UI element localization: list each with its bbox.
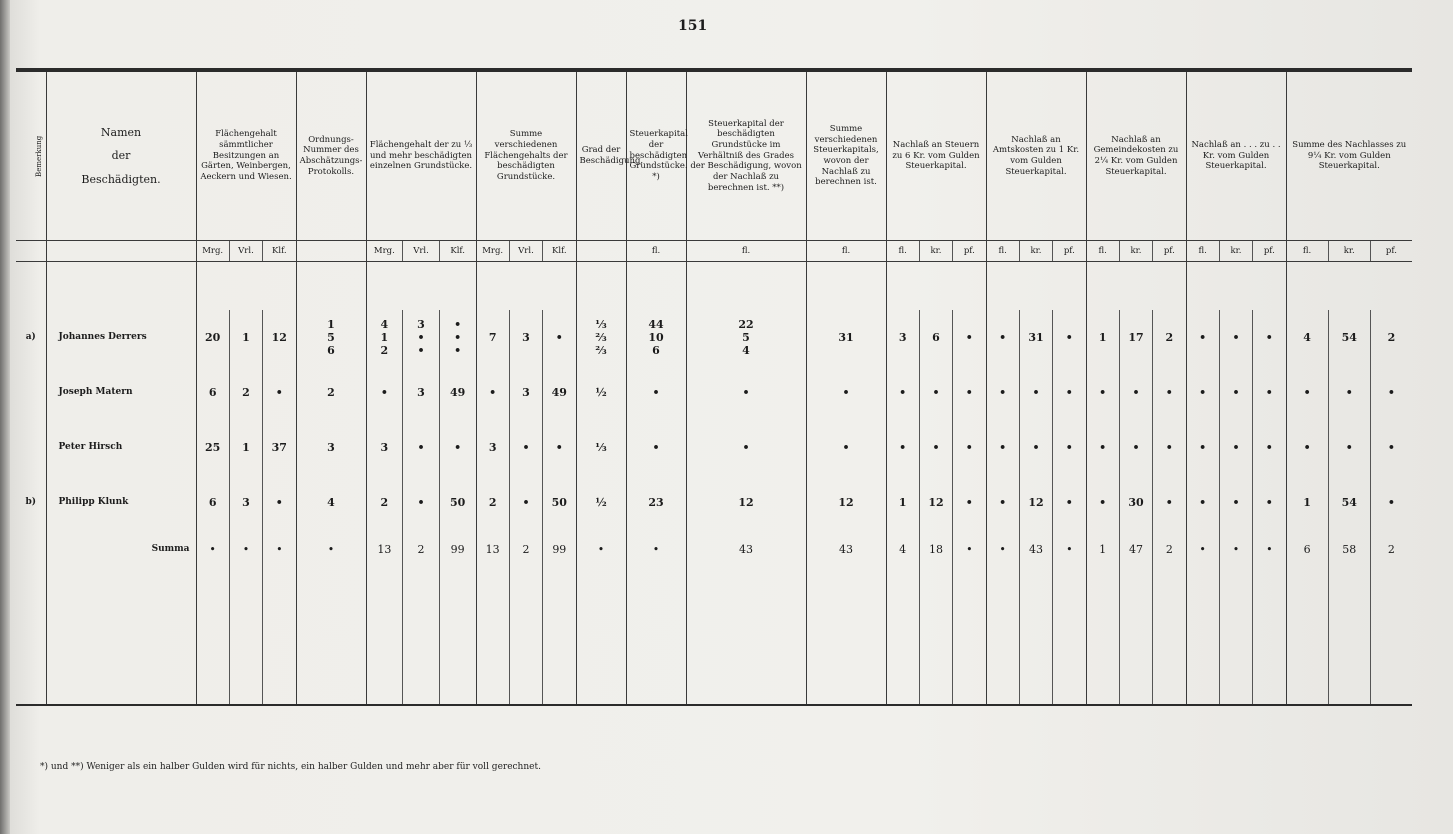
sum-capitals-cell: 12 xyxy=(806,475,886,530)
protocol-no-cell: 2 xyxy=(296,365,366,420)
rebate-admin-cell: • 12 • xyxy=(986,475,1086,530)
area-damaged-header: Flächengehalt der zu ⅓ und mehr beschädigten einzelnen Grundstücke. xyxy=(366,70,476,241)
table-row xyxy=(16,365,1412,420)
rebate-other-cell: • • • xyxy=(1186,530,1286,570)
area-total-cell: 6 2 • xyxy=(196,365,296,420)
tax-capital-cell: 23 xyxy=(626,475,686,530)
money-units: fl. kr. pf. xyxy=(1286,241,1412,262)
tax-ratio-cell: 22 5 4 xyxy=(686,310,806,365)
footnote: *) und **) Weniger als ein halber Gulden wird für nichts, ein halber Gulden und mehr aber für voll gerechnet. xyxy=(40,762,541,772)
rebate-total-cell: • • • xyxy=(1286,420,1412,475)
mark-column-header: Bemerkung xyxy=(16,70,46,241)
rebate-tax-cell: 3 6 • xyxy=(886,310,986,365)
area-total-cell: • • • xyxy=(196,530,296,570)
area-sum-cell: • 3 49 xyxy=(476,365,576,420)
protocol-no-header: Ordnungs-Nummer des Abschätzungs-Protokolls. xyxy=(296,70,366,241)
area-sum-cell: 2 • 50 xyxy=(476,475,576,530)
rebate-tax-header: Nachlaß an Steuern zu 6 Kr. vom Gulden Steuerkapital. xyxy=(886,70,986,241)
area-units: Mrg. Vrl. Klf. xyxy=(196,241,296,262)
money-units: fl. kr. pf. xyxy=(986,241,1086,262)
rebate-tax-cell: 1 12 • xyxy=(886,475,986,530)
tax-ratio-cell: • xyxy=(686,365,806,420)
protocol-no-cell: • xyxy=(296,530,366,570)
row-mark xyxy=(16,420,46,475)
degree-cell: • xyxy=(576,530,626,570)
header-row xyxy=(16,70,1412,241)
sum-capitals-header: Summe verschiedenen Steuerkapitals, wovon der Nachlaß zu berechnen ist. xyxy=(806,70,886,241)
area-total-header: Flächengehalt sämmtlicher Besitzungen an Gärten, Weinbergen, Aeckern und Wiesen. xyxy=(196,70,296,241)
area-total-cell: 25 1 37 xyxy=(196,420,296,475)
damage-table xyxy=(16,68,1412,706)
table-row xyxy=(16,420,1412,475)
rebate-total-header: Summe des Nachlasses zu 9¼ Kr. vom Gulden Steuerkapital. xyxy=(1286,70,1412,241)
rebate-other-cell: • • • xyxy=(1186,475,1286,530)
rebate-total-cell: 1 54 • xyxy=(1286,475,1412,530)
degree-cell: ⅓ xyxy=(576,420,626,475)
area-damaged-cell: • 3 49 xyxy=(366,365,476,420)
rebate-total-cell: 4 54 2 xyxy=(1286,310,1412,365)
protocol-no-cell: 4 xyxy=(296,475,366,530)
area-damaged-cell: 4 1 2 3 • • • • • xyxy=(366,310,476,365)
area-damaged-cell: 2 • 50 xyxy=(366,475,476,530)
row-name: Philipp Klunk xyxy=(46,475,196,530)
area-units: Mrg. Vrl. Klf. xyxy=(366,241,476,262)
degree-header: Grad der Beschädigung. xyxy=(576,70,626,241)
tax-ratio-header: Steuerkapital der beschädigten Grundstücke im Verhältniß des Grades der Beschädigung, wovon der Nachlaß zu berechnen ist. **) xyxy=(686,70,806,241)
rebate-municipal-cell: • • • xyxy=(1086,420,1186,475)
area-units: Mrg. Vrl. Klf. xyxy=(476,241,576,262)
rebate-municipal-cell: • 30 • xyxy=(1086,475,1186,530)
protocol-no-cell: 1 5 6 xyxy=(296,310,366,365)
sum-label: Summa xyxy=(46,530,196,570)
tax-capital-header: Steuerkapital der beschädigten Grundstücke. *) xyxy=(626,70,686,241)
table-row xyxy=(16,475,1412,530)
sum-capitals-cell: • xyxy=(806,420,886,475)
rebate-admin-cell: • • • xyxy=(986,365,1086,420)
rebate-municipal-cell: • • • xyxy=(1086,365,1186,420)
protocol-no-cell: 3 xyxy=(296,420,366,475)
row-mark xyxy=(16,365,46,420)
money-units: fl. kr. pf. xyxy=(1086,241,1186,262)
rebate-other-cell: • • • xyxy=(1186,420,1286,475)
tax-capital-cell: • xyxy=(626,365,686,420)
rebate-municipal-header: Nachlaß an Gemeindekosten zu 2¼ Kr. vom Gulden Steuerkapital. xyxy=(1086,70,1186,241)
tax-capital-cell: • xyxy=(626,530,686,570)
area-damaged-cell: 3 • • xyxy=(366,420,476,475)
book-binding-edge xyxy=(0,0,10,834)
area-sum-cell: 7 3 • xyxy=(476,310,576,365)
money-units: fl. kr. pf. xyxy=(886,241,986,262)
tax-ratio-cell: 43 xyxy=(686,530,806,570)
units-row xyxy=(16,241,1412,262)
row-mark: b) xyxy=(25,496,37,507)
area-sum-cell: 13 2 99 xyxy=(476,530,576,570)
area-total-cell: 20 1 12 xyxy=(196,310,296,365)
row-mark: a) xyxy=(25,331,36,342)
rebate-admin-cell: • • • xyxy=(986,420,1086,475)
degree-cell: ½ xyxy=(576,365,626,420)
rebate-other-header: Nachlaß an . . . zu . . Kr. vom Gulden Steuerkapital. xyxy=(1186,70,1286,241)
rebate-total-cell: • • • xyxy=(1286,365,1412,420)
degree-cell: ½ xyxy=(576,475,626,530)
rebate-tax-cell: • • • xyxy=(886,365,986,420)
area-sum-header: Summe verschiedenen Flächengehalts der beschädigten Grundstücke. xyxy=(476,70,576,241)
sum-row xyxy=(16,530,1412,570)
sum-capitals-cell: 43 xyxy=(806,530,886,570)
rebate-tax-cell: • • • xyxy=(886,420,986,475)
rebate-other-cell: • • • xyxy=(1186,365,1286,420)
rebate-tax-cell: 4 18 • xyxy=(886,530,986,570)
fl-unit: fl. xyxy=(626,241,686,262)
rebate-admin-cell: • 43 • xyxy=(986,530,1086,570)
rebate-other-cell: • • • xyxy=(1186,310,1286,365)
tax-ratio-cell: 12 xyxy=(686,475,806,530)
tax-capital-cell: • xyxy=(626,420,686,475)
sum-capitals-cell: • xyxy=(806,365,886,420)
degree-cell: ⅓ ⅔ ⅔ xyxy=(576,310,626,365)
rebate-total-cell: 6 58 2 xyxy=(1286,530,1412,570)
row-name: Peter Hirsch xyxy=(46,420,196,475)
row-name: Joseph Matern xyxy=(46,365,196,420)
fl-unit: fl. xyxy=(806,241,886,262)
fl-unit: fl. xyxy=(686,241,806,262)
rebate-municipal-cell: 1 47 2 xyxy=(1086,530,1186,570)
area-sum-cell: 3 • • xyxy=(476,420,576,475)
sum-capitals-cell: 31 xyxy=(806,310,886,365)
table-row xyxy=(16,310,1412,365)
area-damaged-cell: 13 2 99 xyxy=(366,530,476,570)
row-name: Johannes Derrers xyxy=(46,310,196,365)
tax-ratio-cell: • xyxy=(686,420,806,475)
money-units: fl. kr. pf. xyxy=(1186,241,1286,262)
rebate-admin-cell: • 31 • xyxy=(986,310,1086,365)
rebate-municipal-cell: 1 17 2 xyxy=(1086,310,1186,365)
name-column-header: Namen der Beschädigten. xyxy=(46,70,196,241)
rebate-admin-header: Nachlaß an Amtskosten zu 1 Kr. vom Gulden Steuerkapital. xyxy=(986,70,1086,241)
area-total-cell: 6 3 • xyxy=(196,475,296,530)
tax-capital-cell: 44 10 6 xyxy=(626,310,686,365)
page-number: 151 xyxy=(678,18,708,34)
